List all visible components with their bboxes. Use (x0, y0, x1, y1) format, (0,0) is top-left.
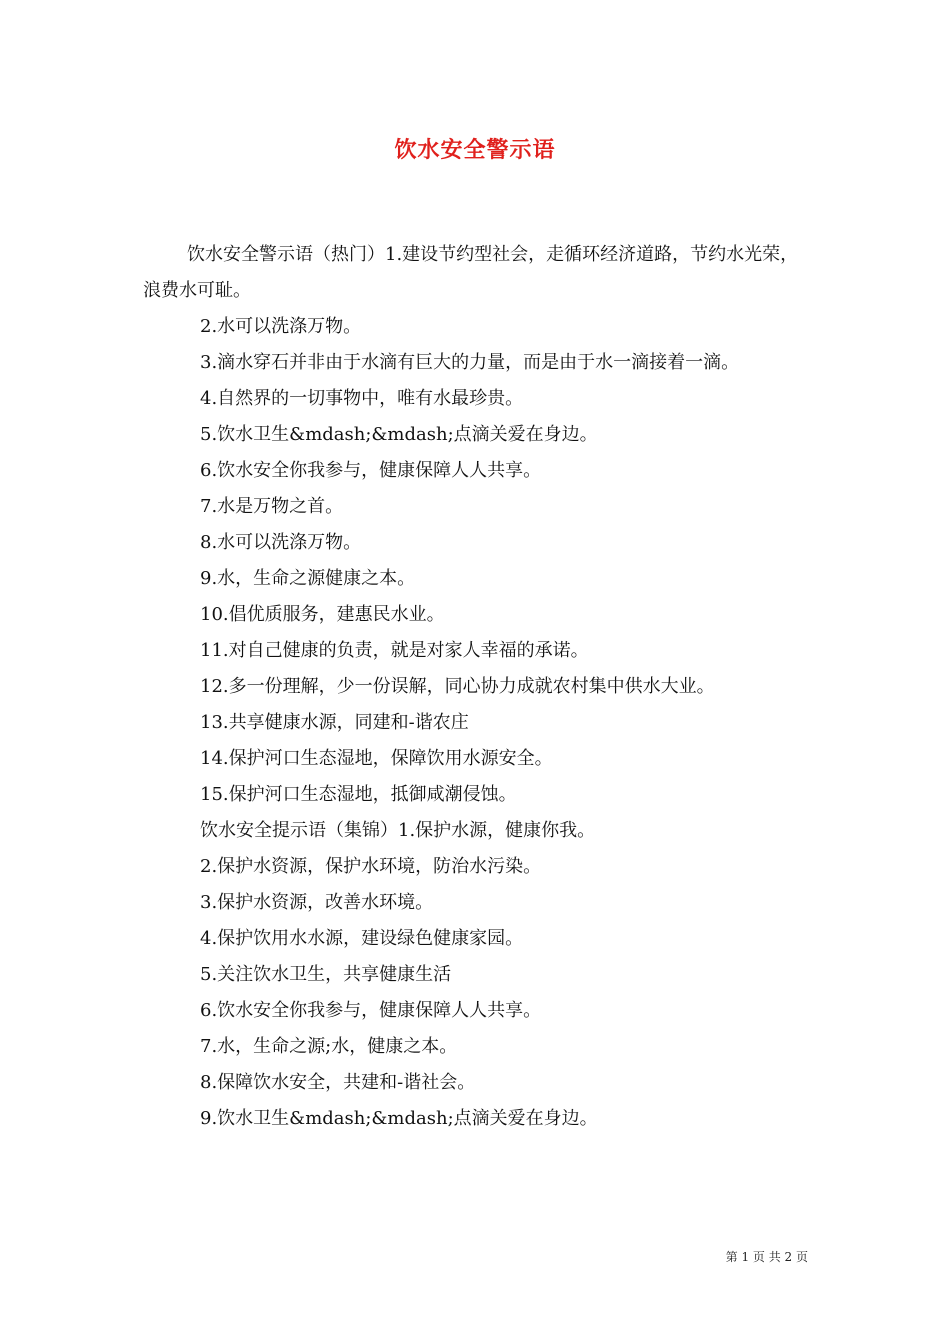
document-title: 饮水安全警示语 (394, 137, 556, 163)
list-item: 8.水可以洗涤万物。 (200, 532, 362, 553)
list-item: 14.保护河口生态湿地，保障饮用水源安全。 (200, 748, 553, 769)
intro-paragraph: 饮水安全警示语（热门）1.建设节约型社会，走循环经济道路，节约水光荣，浪费水可耻。 (143, 244, 799, 301)
section-heading: 饮水安全提示语（集锦）1.保护水源，健康你我。 (200, 820, 596, 841)
list-item: 11.对自己健康的负责，就是对家人幸福的承诺。 (200, 640, 589, 661)
list-item: 10.倡优质服务，建惠民水业。 (200, 604, 445, 625)
list-item: 12.多一份理解，少一份误解，同心协力成就农村集中供水大业。 (200, 676, 715, 697)
list-item: 7.水，生命之源;水，健康之本。 (200, 1036, 458, 1057)
list-item: 5.关注饮水卫生，共享健康生活 (200, 964, 452, 985)
list-item: 4.自然界的一切事物中，唯有水最珍贵。 (200, 388, 524, 409)
list-item: 15.保护河口生态湿地，抵御咸潮侵蚀。 (200, 784, 517, 805)
list-item: 3.保护水资源，改善水环境。 (200, 892, 434, 913)
list-item: 2.水可以洗涤万物。 (200, 316, 362, 337)
page-number-footer: 第 1 页 共 2 页 (725, 1250, 808, 1264)
list-item: 6.饮水安全你我参与，健康保障人人共享。 (200, 460, 542, 481)
list-item: 7.水是万物之首。 (200, 496, 344, 517)
list-item: 2.保护水资源，保护水环境，防治水污染。 (200, 856, 542, 877)
list-item: 13.共享健康水源，同建和-谐农庄 (200, 712, 469, 733)
document-body (143, 237, 815, 1137)
list-item: 6.饮水安全你我参与，健康保障人人共享。 (200, 1000, 542, 1021)
list-item: 5.饮水卫生&mdash;&mdash;点滴关爱在身边。 (200, 424, 598, 445)
list-item: 4.保护饮用水水源，建设绿色健康家园。 (200, 928, 524, 949)
list-item: 8.保障饮水安全，共建和-谐社会。 (200, 1072, 476, 1093)
list-item: 9.水，生命之源健康之本。 (200, 568, 416, 589)
list-item: 3.滴水穿石并非由于水滴有巨大的力量，而是由于水一滴接着一滴。 (200, 352, 740, 373)
list-item: 9.饮水卫生&mdash;&mdash;点滴关爱在身边。 (200, 1108, 598, 1129)
